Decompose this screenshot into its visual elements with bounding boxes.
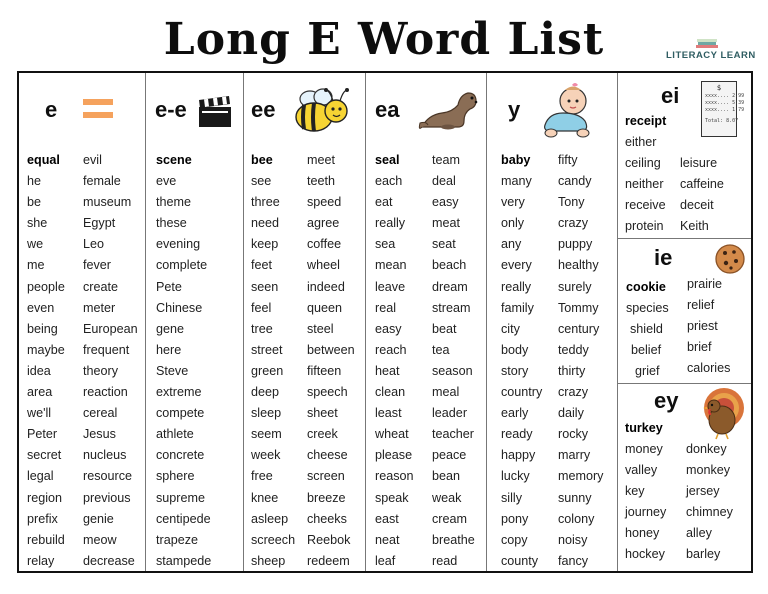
word: cheeks <box>307 511 347 526</box>
word: candy <box>558 174 592 189</box>
word: cookie <box>626 280 666 294</box>
word: speed <box>307 195 342 210</box>
word: female <box>83 174 121 189</box>
word: screen <box>307 469 345 484</box>
column-y <box>487 73 618 571</box>
word: fifty <box>558 153 578 167</box>
word: wheat <box>375 427 409 442</box>
word: trapeze <box>156 532 199 547</box>
word: eve <box>156 174 177 189</box>
word: stream <box>432 300 471 315</box>
column-letter: e-e <box>155 97 187 122</box>
word: speech <box>307 385 348 400</box>
word: three <box>251 195 280 210</box>
word: noisy <box>558 532 588 547</box>
word: theme <box>156 195 192 210</box>
receipt-icon <box>701 81 745 137</box>
word: he <box>27 174 42 189</box>
receipt-line: xxxx.... 5.39 <box>705 100 745 106</box>
word: Steve <box>156 363 189 378</box>
word: either <box>625 135 657 149</box>
word: previous <box>83 490 131 505</box>
word: sleep <box>251 406 282 421</box>
word: country <box>501 385 543 400</box>
panel-letter: ei <box>661 83 680 108</box>
word: meat <box>432 216 460 231</box>
panel-letter: ie <box>654 245 673 270</box>
word: fancy <box>558 553 589 568</box>
word: reason <box>375 469 414 484</box>
word: screech <box>251 532 296 547</box>
word: genie <box>83 511 114 526</box>
word: family <box>501 300 534 315</box>
word: maybe <box>27 342 65 357</box>
word: asleep <box>251 511 289 526</box>
word: seen <box>251 279 279 294</box>
receipt-line: xxxx.... 1.79 <box>705 107 745 113</box>
word: monkey <box>686 463 731 477</box>
word: leave <box>375 279 406 294</box>
word: century <box>558 321 600 336</box>
word: county <box>501 553 539 568</box>
word: puppy <box>558 237 593 252</box>
word: Chinese <box>156 300 203 315</box>
word: tea <box>432 342 450 357</box>
word: teacher <box>432 427 475 442</box>
word: fever <box>83 258 111 273</box>
word: feet <box>251 258 273 273</box>
word: leaf <box>375 553 396 568</box>
word: me <box>27 258 45 273</box>
logo-text: LITERACY LEARN <box>666 50 756 61</box>
word: breathe <box>432 532 475 547</box>
word: rocky <box>558 427 589 442</box>
word: scene <box>156 153 192 167</box>
word: being <box>27 321 58 336</box>
word: teddy <box>558 342 589 357</box>
word: season <box>432 363 473 378</box>
word: athlete <box>156 427 194 442</box>
column-letter: e <box>45 97 58 122</box>
word: colony <box>558 511 595 526</box>
turkey-icon <box>698 386 748 440</box>
word: key <box>625 484 645 498</box>
cookie-icon <box>714 243 746 275</box>
word: she <box>27 216 48 231</box>
word: sphere <box>156 469 195 484</box>
word: every <box>501 258 532 273</box>
word: meter <box>83 300 116 315</box>
word: seat <box>432 237 456 252</box>
word: frequent <box>83 342 130 357</box>
word: coffee <box>307 237 342 252</box>
word: mean <box>375 258 407 273</box>
word: calories <box>687 361 731 375</box>
word: early <box>501 406 529 421</box>
column-ee <box>244 73 366 571</box>
word: feel <box>251 300 272 315</box>
word: supreme <box>156 490 205 505</box>
word: real <box>375 300 396 315</box>
word: daily <box>558 406 584 421</box>
word: decrease <box>83 553 135 568</box>
word: prairie <box>687 277 722 291</box>
column-header <box>19 73 145 153</box>
word: east <box>375 511 399 526</box>
word: cereal <box>83 406 118 421</box>
baby-icon <box>539 81 597 139</box>
word: we'll <box>27 406 52 421</box>
word: week <box>251 448 281 463</box>
word: only <box>501 216 525 231</box>
word: tree <box>251 321 273 336</box>
word: beach <box>432 258 467 273</box>
word: gene <box>156 321 185 336</box>
books-icon <box>696 38 718 48</box>
word: relief <box>687 298 715 312</box>
receipt-line: Total: 8.07 <box>705 118 739 124</box>
column-side-panels <box>618 73 751 571</box>
word: reach <box>375 342 407 357</box>
word: ceiling <box>625 156 661 170</box>
word: hockey <box>625 547 665 561</box>
word: grief <box>635 364 660 378</box>
word: deceit <box>680 198 714 212</box>
word: team <box>432 153 460 167</box>
word: rebuild <box>27 532 65 547</box>
word: reaction <box>83 385 128 400</box>
panel-ey <box>618 383 751 571</box>
word: people <box>27 279 65 294</box>
word: leisure <box>680 156 718 170</box>
page-title: Long E Word List <box>163 14 605 65</box>
word: we <box>27 237 44 252</box>
word: copy <box>501 532 528 547</box>
word: brief <box>687 340 712 354</box>
column-header <box>487 73 617 153</box>
word: please <box>375 448 413 463</box>
word: heat <box>375 363 400 378</box>
clapperboard-icon <box>198 95 232 129</box>
word: marry <box>558 448 591 463</box>
word: evening <box>156 237 201 252</box>
word: peace <box>432 448 467 463</box>
receipt-line: $ <box>716 84 722 92</box>
word: priest <box>687 319 718 333</box>
word: nucleus <box>83 448 127 463</box>
word: concrete <box>156 448 205 463</box>
word: meal <box>432 385 460 400</box>
word: green <box>251 363 284 378</box>
word: thirty <box>558 363 586 378</box>
word: legal <box>27 469 54 484</box>
word: baby <box>501 153 531 167</box>
word: relay <box>27 553 55 568</box>
word: street <box>251 342 283 357</box>
word: even <box>27 300 55 315</box>
word: idea <box>27 363 51 378</box>
word: easy <box>375 321 402 336</box>
word: journey <box>625 505 667 519</box>
word: Jesus <box>83 427 116 442</box>
word: keep <box>251 237 279 252</box>
word: bean <box>432 469 461 484</box>
receipt-line: xxxx.... 2.99 <box>705 93 745 99</box>
word: create <box>83 279 119 294</box>
word: see <box>251 174 272 189</box>
word: leader <box>432 406 468 421</box>
word: body <box>501 342 529 357</box>
word: wheel <box>307 258 340 273</box>
word: ready <box>501 427 533 442</box>
word-table <box>17 71 753 573</box>
seal-icon <box>418 87 480 131</box>
word: clean <box>375 385 406 400</box>
word: redeem <box>307 553 350 568</box>
word: read <box>432 553 458 568</box>
word: resource <box>83 469 132 484</box>
word: complete <box>156 258 208 273</box>
word: honey <box>625 526 660 540</box>
word: least <box>375 406 402 421</box>
word: Keith <box>680 219 709 233</box>
word: chimney <box>686 505 733 519</box>
column-letter: ea <box>375 97 400 122</box>
column-e-e <box>146 73 244 571</box>
word: extreme <box>156 385 202 400</box>
word: crazy <box>558 216 589 231</box>
word: really <box>375 216 406 231</box>
panel-ei <box>618 73 751 238</box>
word: meow <box>83 532 117 547</box>
word: Pete <box>156 279 182 294</box>
word: free <box>251 469 273 484</box>
word: neat <box>375 532 400 547</box>
word: city <box>501 321 520 336</box>
word: need <box>251 216 280 231</box>
word: barley <box>686 547 721 561</box>
column-header <box>146 73 243 153</box>
word: eat <box>375 195 393 210</box>
word: seal <box>375 153 400 167</box>
word: breeze <box>307 490 346 505</box>
word: between <box>307 342 355 357</box>
column-header <box>244 73 365 153</box>
word: receipt <box>625 114 667 128</box>
word: evil <box>83 153 102 167</box>
word: sea <box>375 237 396 252</box>
word: species <box>626 301 669 315</box>
word: beat <box>432 321 457 336</box>
panel-ie <box>618 238 751 383</box>
word: money <box>625 442 663 456</box>
word: these <box>156 216 187 231</box>
word: agree <box>307 216 340 231</box>
word: each <box>375 174 403 189</box>
word: valley <box>625 463 658 477</box>
word: Leo <box>83 237 105 252</box>
word: fifteen <box>307 363 342 378</box>
word: weak <box>432 490 462 505</box>
word: protein <box>625 219 664 233</box>
bee-icon <box>290 85 352 135</box>
word: neither <box>625 177 664 191</box>
word: area <box>27 385 53 400</box>
equals-sign-icon <box>83 97 113 121</box>
word: surely <box>558 279 592 294</box>
word: secret <box>27 448 62 463</box>
word: seem <box>251 427 282 442</box>
word: museum <box>83 195 132 210</box>
word: bee <box>251 153 273 167</box>
word: compete <box>156 406 205 421</box>
word: European <box>83 321 138 336</box>
word: Tony <box>558 195 585 210</box>
word: jersey <box>686 484 720 498</box>
word: sheep <box>251 553 286 568</box>
word: deep <box>251 385 280 400</box>
word: Peter <box>27 427 58 442</box>
word: turkey <box>625 421 663 435</box>
word: receive <box>625 198 666 212</box>
column-header <box>366 73 486 153</box>
word: silly <box>501 490 522 505</box>
column-letter: y <box>508 97 521 122</box>
word: very <box>501 195 525 210</box>
word: really <box>501 279 532 294</box>
word: steel <box>307 321 334 336</box>
word: memory <box>558 469 604 484</box>
word: region <box>27 490 63 505</box>
word: crazy <box>558 385 589 400</box>
word: donkey <box>686 442 727 456</box>
word: cheese <box>307 448 348 463</box>
word: happy <box>501 448 536 463</box>
word: many <box>501 174 532 189</box>
word: deal <box>432 174 456 189</box>
word: equal <box>27 153 60 167</box>
word: here <box>156 342 182 357</box>
word: meet <box>307 153 335 167</box>
column-letter: ee <box>251 97 276 122</box>
word: any <box>501 237 522 252</box>
word: stampede <box>156 553 212 568</box>
word: lucky <box>501 469 530 484</box>
word: prefix <box>27 511 58 526</box>
word: Egypt <box>83 216 116 231</box>
word: knee <box>251 490 279 505</box>
word: pony <box>501 511 529 526</box>
column-ea <box>366 73 487 571</box>
word: be <box>27 195 42 210</box>
word: belief <box>631 343 662 357</box>
word: caffeine <box>680 177 724 191</box>
word: dream <box>432 279 468 294</box>
word: Reebok <box>307 532 351 547</box>
word: sunny <box>558 490 592 505</box>
word: teeth <box>307 174 336 189</box>
column-e <box>19 73 146 571</box>
word: queen <box>307 300 343 315</box>
word: speak <box>375 490 409 505</box>
word: cream <box>432 511 467 526</box>
panel-letter: ey <box>654 388 679 413</box>
word: Tommy <box>558 300 599 315</box>
word: story <box>501 363 529 378</box>
word: alley <box>686 526 712 540</box>
word: healthy <box>558 258 599 273</box>
literacy-learn-logo <box>666 38 756 64</box>
word: creek <box>307 427 338 442</box>
word: sheet <box>307 406 338 421</box>
word: theory <box>83 363 119 378</box>
word: centipede <box>156 511 211 526</box>
word: easy <box>432 195 459 210</box>
word: indeed <box>307 279 345 294</box>
word: shield <box>630 322 663 336</box>
